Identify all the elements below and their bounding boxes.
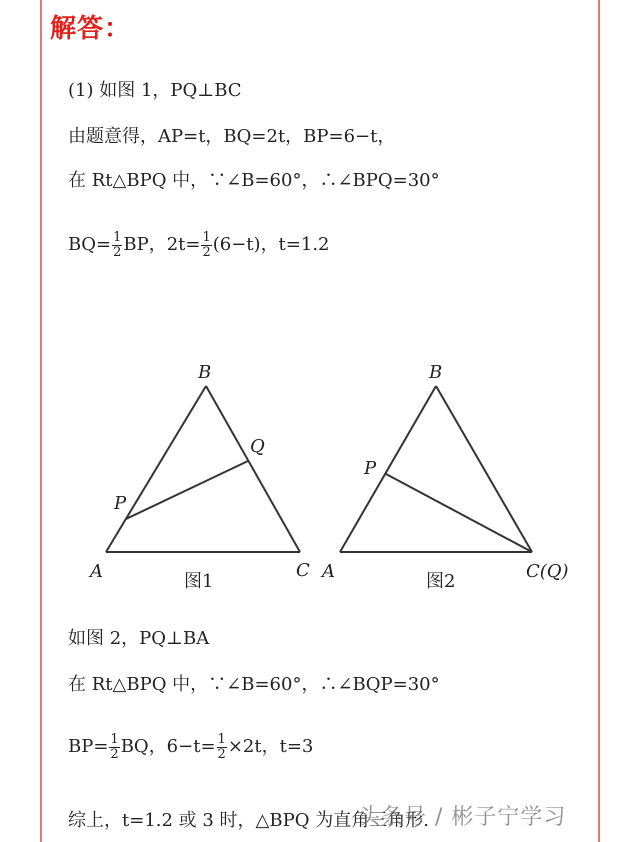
fraction-denominator: 2 bbox=[110, 746, 119, 762]
fig1-label-b: B bbox=[198, 362, 212, 383]
fig1-side-bc bbox=[206, 386, 300, 552]
fig1-label-p: P bbox=[114, 493, 127, 514]
fraction-numerator: 1 bbox=[110, 731, 119, 747]
part2-line2: 在 Rt△BPQ 中，∵∠B=60°，∴∠BQP=30° bbox=[68, 674, 440, 695]
fraction-numerator: 1 bbox=[202, 229, 211, 245]
fraction-numerator: 1 bbox=[113, 229, 122, 245]
fig1-label-a: A bbox=[90, 561, 103, 582]
fig1-side-ab bbox=[106, 386, 206, 552]
part2-line1: 如图 2，PQ⊥BA bbox=[68, 628, 210, 649]
fig2-label-cq: C(Q) bbox=[526, 561, 569, 582]
fraction-numerator: 1 bbox=[217, 731, 226, 747]
fig2-caption: 图2 bbox=[426, 571, 456, 592]
fig1-label-q: Q bbox=[250, 436, 265, 457]
answer-heading: 解答： bbox=[50, 14, 132, 44]
fraction-denominator: 2 bbox=[113, 244, 122, 260]
fraction-denominator: 2 bbox=[217, 746, 226, 762]
part2-line3 bbox=[68, 732, 313, 762]
figure-2 bbox=[320, 362, 569, 592]
part2-line3-a: BP= bbox=[68, 736, 109, 757]
part1-line2: 由题意得，AP=t，BQ=2t，BP=6−t， bbox=[68, 126, 396, 147]
part2-line3-c: ×2t，t=3 bbox=[227, 736, 314, 757]
part1-line3: 在 Rt△BPQ 中，∵∠B=60°，∴∠BPQ=30° bbox=[68, 170, 440, 191]
fig2-side-ab bbox=[340, 386, 436, 552]
watermark: 头条号 / 彬子宁学习 bbox=[358, 805, 567, 830]
part1-line4-a: BQ= bbox=[68, 234, 112, 255]
conclusion-line: 综上，t=1.2 或 3 时，△BPQ 为直角三角形. bbox=[68, 810, 429, 831]
fraction-denominator: 2 bbox=[202, 244, 211, 260]
part1-line1: (1) 如图 1，PQ⊥BC bbox=[68, 80, 242, 101]
fraction-one-half bbox=[217, 733, 227, 762]
fraction-one-half bbox=[109, 733, 119, 762]
part1-line4-c: (6−t)，t=1.2 bbox=[212, 234, 330, 255]
fig2-label-p: P bbox=[364, 458, 377, 479]
fig1-caption: 图1 bbox=[184, 571, 214, 592]
figure-1 bbox=[88, 362, 310, 592]
part2-line3-b: BQ，6−t= bbox=[120, 736, 216, 757]
part1-line4-b: BP，2t= bbox=[123, 234, 201, 255]
fig1-label-c: C bbox=[296, 560, 310, 581]
fig2-label-a: A bbox=[322, 561, 335, 582]
fig2-label-b: B bbox=[429, 362, 443, 383]
